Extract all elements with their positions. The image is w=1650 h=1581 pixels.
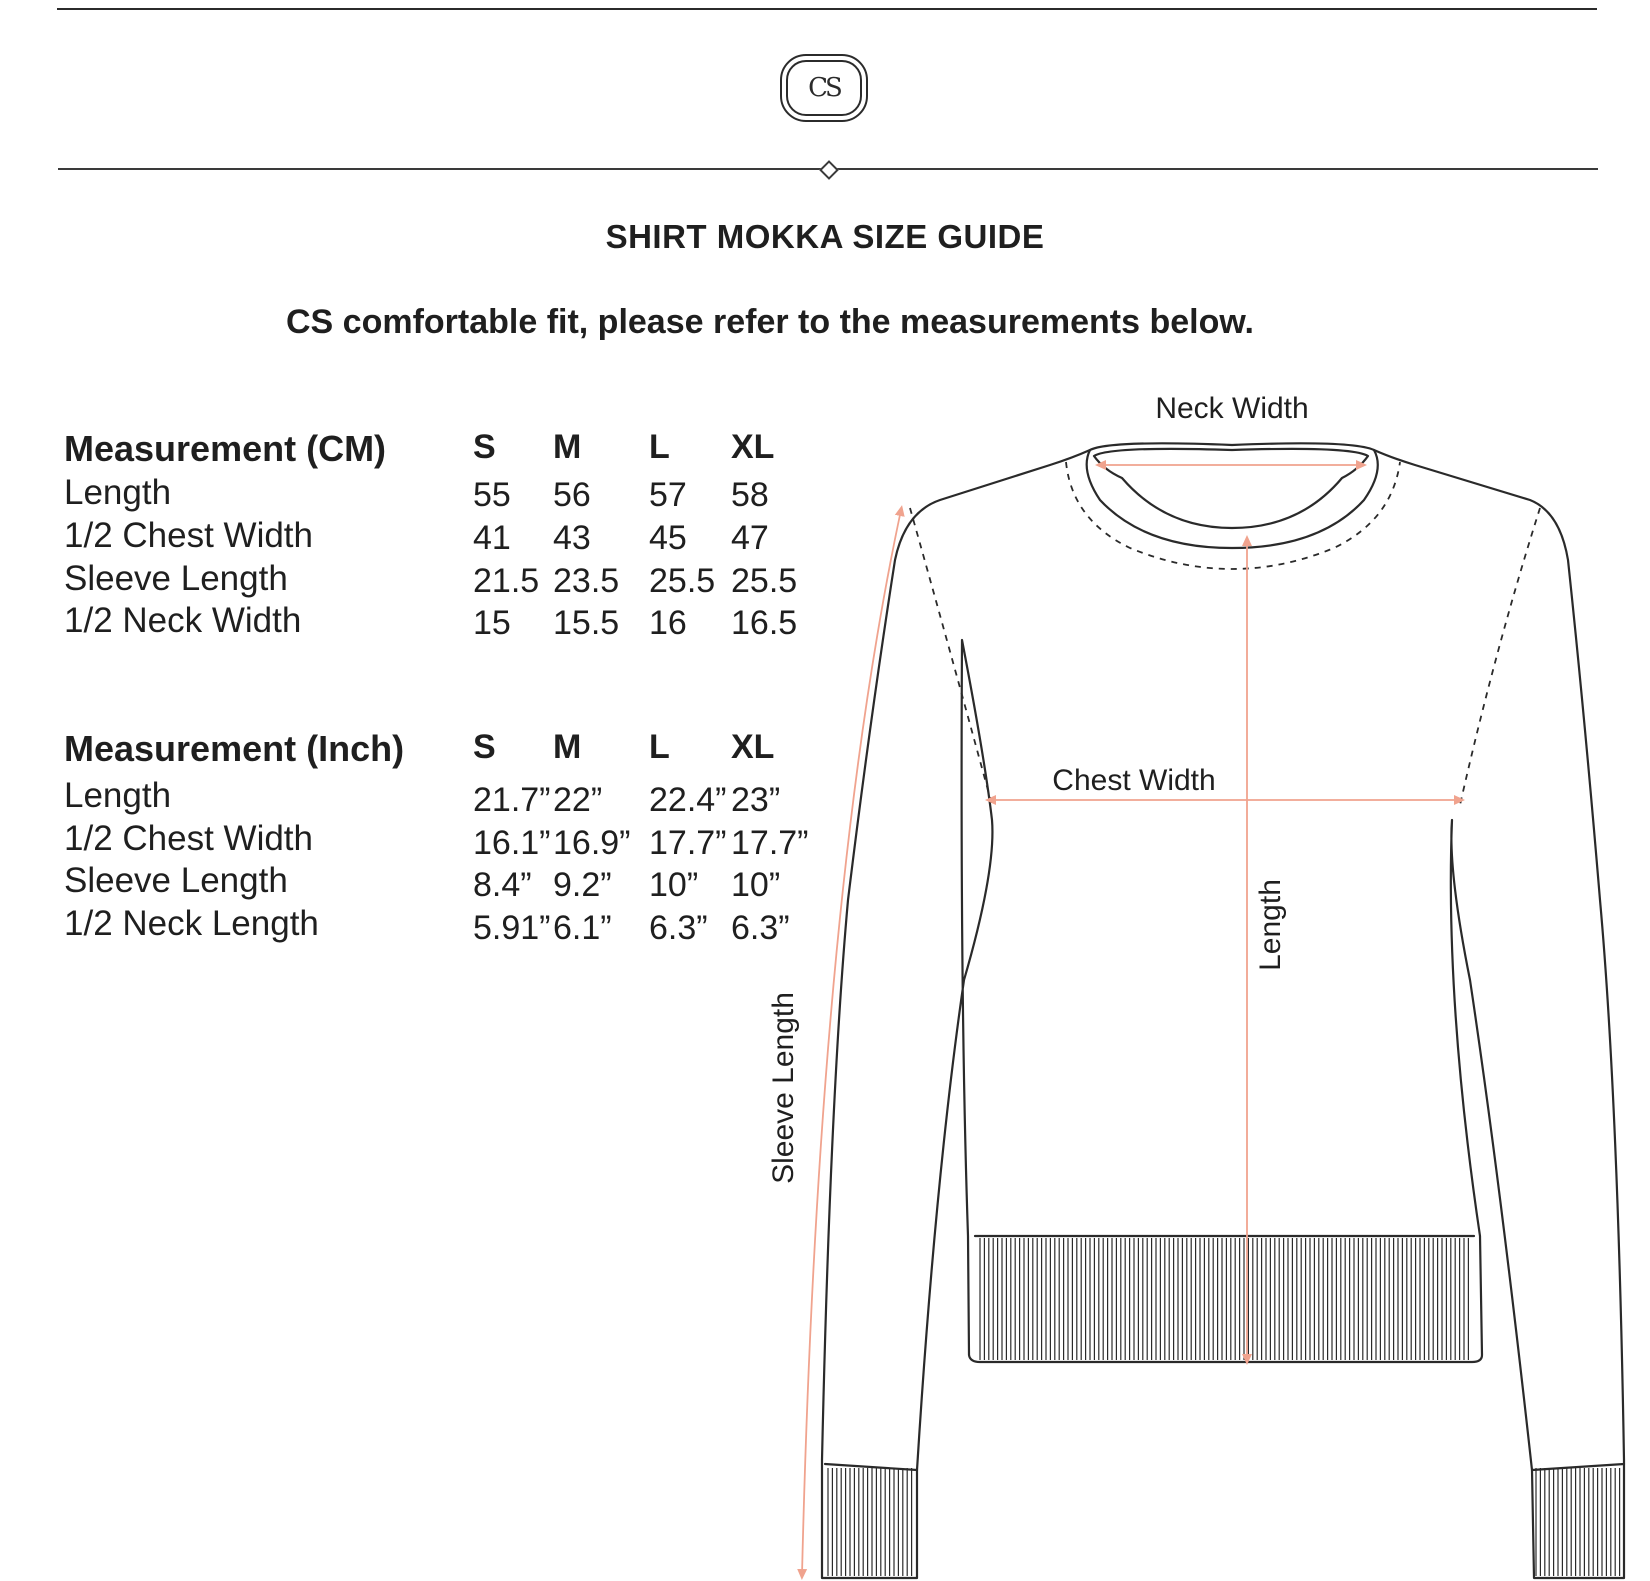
cell-value: 16.9” [553,824,631,862]
length-label: Length [1254,879,1287,971]
size-header-l: L [649,728,670,766]
cell-value: 15.5 [553,604,620,642]
size-header-m: M [553,728,582,766]
cell-value: 41 [473,519,511,557]
page-subtitle: CS comfortable fit, please refer to the measurements below. [285,303,1254,341]
cell-value: 9.2” [553,866,612,904]
cell-value: 56 [553,476,591,514]
row-label: 1/2 Chest Width [64,819,313,858]
cell-value: 6.3” [649,909,708,947]
cell-value: 58 [731,476,769,514]
cell-value: 21.5 [473,562,540,600]
cell-value: 55 [473,476,511,514]
size-header-xl: XL [731,728,775,766]
neckline-outer [1087,443,1378,548]
table-header-label: Measurement (Inch) [64,728,405,769]
neck-width-label: Neck Width [1155,392,1309,425]
cell-value: 16.5 [731,604,798,642]
cell-value: 21.7” [473,781,551,819]
cell-value: 23.5 [553,562,620,600]
row-label: 1/2 Neck Width [64,601,302,640]
sleeve-length-arrow [802,510,901,1575]
cell-value: 47 [731,519,769,557]
right-armhole-seam [1460,508,1540,805]
table-header-label: Measurement (CM) [64,428,387,469]
right-cuff-line [1532,1464,1624,1470]
chest-width-label: Chest Width [1052,764,1216,797]
row-label: 1/2 Chest Width [64,516,313,555]
right-cuff-ribbing [1536,1468,1620,1576]
cell-value: 57 [649,476,687,514]
size-header-xl: XL [731,428,775,466]
cell-value: 25.5 [731,562,798,600]
cell-value: 10” [649,866,699,904]
row-label: Length [64,776,172,815]
cell-value: 6.3” [731,909,790,947]
row-label: 1/2 Neck Length [64,904,319,943]
size-header-l: L [649,428,670,466]
cell-value: 10” [731,866,781,904]
neckline-inner [1094,449,1368,528]
size-header-m: M [553,428,582,466]
row-label: Length [64,473,172,512]
cell-value: 22.4” [649,781,727,819]
logo-monogram: CS [786,60,862,116]
cell-value: 17.7” [649,824,727,862]
left-cuff-ribbing [828,1468,912,1576]
cell-value: 5.91” [473,909,551,947]
sweater-outline [822,450,1624,1578]
cell-value: 43 [553,519,591,557]
cell-value: 25.5 [649,562,716,600]
row-label: Sleeve Length [64,861,288,900]
cell-value: 16 [649,604,687,642]
cell-value: 23” [731,781,781,819]
left-armhole-seam [910,508,992,805]
size-header-s: S [473,428,496,466]
cell-value: 17.7” [731,824,809,862]
page-title: SHIRT MOKKA SIZE GUIDE [605,218,1045,255]
cell-value: 45 [649,519,687,557]
cell-value: 8.4” [473,866,532,904]
cell-value: 6.1” [553,909,612,947]
cell-value: 22” [553,781,603,819]
hem-ribbing [980,1238,1468,1360]
row-label: Sleeve Length [64,559,288,598]
cell-value: 16.1” [473,824,551,862]
sleeve-length-label: Sleeve Length [767,992,800,1184]
size-header-s: S [473,728,496,766]
cell-value: 15 [473,604,511,642]
